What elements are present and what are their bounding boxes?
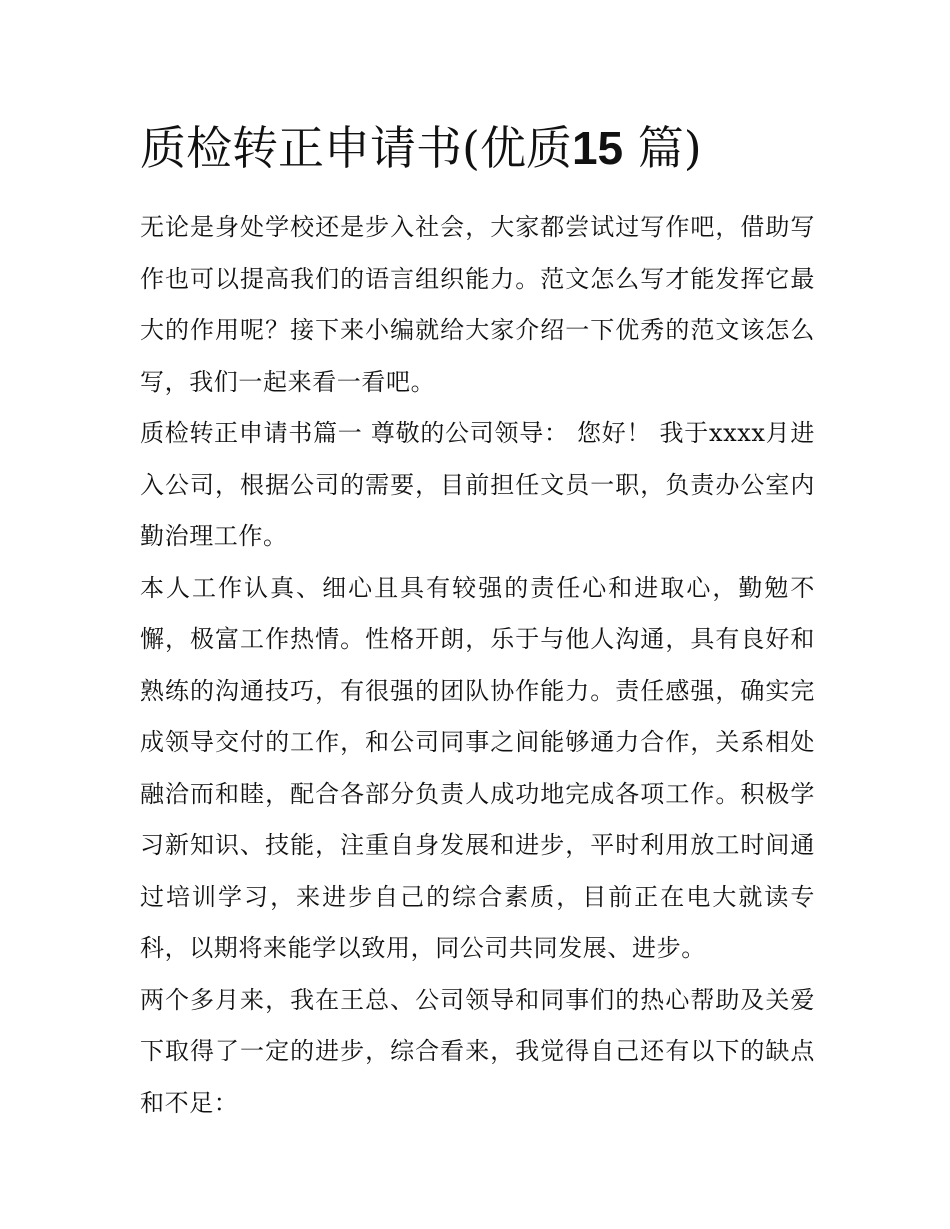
title-space [623,121,638,175]
paragraph-self-evaluation: 本人工作认真、细心且具有较强的责任心和进取心，勤勉不懈，极富工作热情。性格开朗，乐于与他人沟通，具有良好和熟练的沟通技巧，有很强的团队协作能力。责任感强，确实完成领导交付的工作，和公司同事之间能够通力合作，关系相处融洽而和睦，配合各部分负责人成功地完成各项工作。积极学习新知识、技能，注重自身发展和进步，平时利用放工时间通过培训学习，来进步自己的综合素质，目前正在电大就读专科，以期将来能学以致用，同公司共同发展、进步。 [140,573,815,962]
title-prefix: 质检转正申请书(优质 [140,121,572,175]
title-suffix: 篇) [637,121,702,175]
paragraph-letter-opening: 质检转正申请书篇一 尊敬的公司领导： 您好！ 我于xxxx月进入公司，根据公司的需要，目前担任文员一职，负责办公室内勤治理工作。 [140,419,815,550]
paragraph-intro: 无论是身处学校还是步入社会，大家都尝试过写作吧，借助写作也可以提高我们的语言组织能力。范文怎么写才能发挥它最大的作用呢？接下来小编就给大家介绍一下优秀的范文该怎么写，我们一起来看一看吧。 [140,213,815,396]
document-title [140,112,815,184]
paragraph-shortcomings: 两个多月来，我在王总、公司领导和同事们的热心帮助及关爱下取得了一定的进步，综合看来，我觉得自己还有以下的缺点和不足： [140,985,815,1117]
document-page [140,112,815,1129]
title-number: 15 [571,122,624,174]
